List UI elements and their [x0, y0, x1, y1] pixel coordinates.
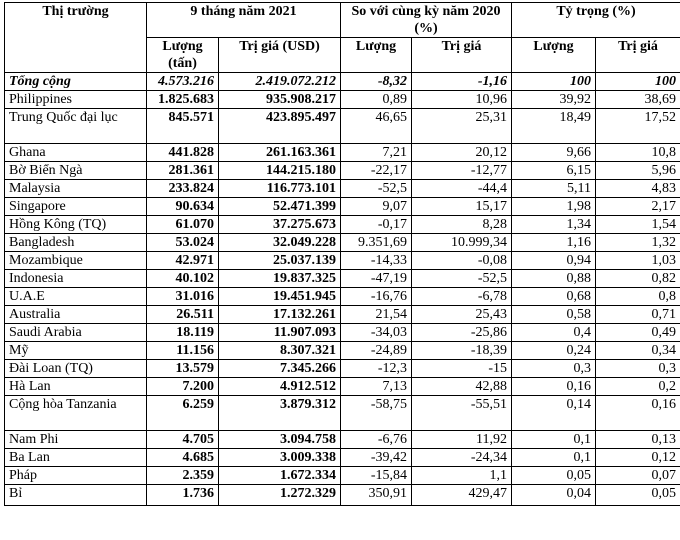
country-name: Cộng hòa Tanzania	[5, 396, 147, 431]
qty-share: 5,11	[512, 180, 596, 198]
value-share: 0,8	[596, 288, 680, 306]
qty-change: -16,76	[341, 288, 412, 306]
value-share: 17,52	[596, 109, 680, 144]
qty-change: 350,91	[341, 485, 412, 506]
qty-change: 46,65	[341, 109, 412, 144]
country-name: Bờ Biển Ngà	[5, 162, 147, 180]
qty-share: 0,68	[512, 288, 596, 306]
qty-share: 39,92	[512, 91, 596, 109]
value-change: -6,78	[412, 288, 512, 306]
value-share: 0,82	[596, 270, 680, 288]
header-market: Thị trường	[5, 3, 147, 73]
value-usd: 116.773.101	[219, 180, 341, 198]
qty-share: 0,16	[512, 378, 596, 396]
value-share: 0,49	[596, 324, 680, 342]
value-usd: 1.272.329	[219, 485, 341, 506]
qty-share: 0,3	[512, 360, 596, 378]
value-usd: 935.908.217	[219, 91, 341, 109]
table-row	[5, 467, 680, 485]
qty-share: 0,1	[512, 431, 596, 449]
total-value: 2.419.072.212	[219, 73, 341, 91]
total-value-share: 100	[596, 73, 680, 91]
table-row	[5, 270, 680, 288]
qty-change: 7,21	[341, 144, 412, 162]
value-share: 2,17	[596, 198, 680, 216]
qty-tons: 11.156	[147, 342, 219, 360]
qty-share: 0,05	[512, 467, 596, 485]
table-row	[5, 162, 680, 180]
header-qty-tons: Lượng (tấn)	[147, 38, 219, 73]
country-name: Nam Phi	[5, 431, 147, 449]
value-usd: 11.907.093	[219, 324, 341, 342]
value-change: 1,1	[412, 467, 512, 485]
total-value-change: -1,16	[412, 73, 512, 91]
qty-tons: 18.119	[147, 324, 219, 342]
qty-change: 7,13	[341, 378, 412, 396]
value-share: 4,83	[596, 180, 680, 198]
table-row	[5, 342, 680, 360]
value-change: 8,28	[412, 216, 512, 234]
value-usd: 261.163.361	[219, 144, 341, 162]
value-change: 11,92	[412, 431, 512, 449]
qty-share: 18,49	[512, 109, 596, 144]
qty-tons: 4.685	[147, 449, 219, 467]
qty-tons: 31.016	[147, 288, 219, 306]
value-share: 10,8	[596, 144, 680, 162]
value-share: 0,2	[596, 378, 680, 396]
value-change: -44,4	[412, 180, 512, 198]
qty-change: -6,76	[341, 431, 412, 449]
value-usd: 32.049.228	[219, 234, 341, 252]
table-row	[5, 449, 680, 467]
country-name: Hồng Kông (TQ)	[5, 216, 147, 234]
table-row	[5, 91, 680, 109]
value-share: 0,07	[596, 467, 680, 485]
qty-tons: 1.736	[147, 485, 219, 506]
qty-share: 0,24	[512, 342, 596, 360]
value-change: 20,12	[412, 144, 512, 162]
total-row	[5, 73, 680, 91]
market-export-table	[4, 2, 680, 506]
country-name: Philippines	[5, 91, 147, 109]
header-qty-change: Lượng	[341, 38, 412, 73]
qty-tons: 6.259	[147, 396, 219, 431]
value-change: -55,51	[412, 396, 512, 431]
qty-share: 0,14	[512, 396, 596, 431]
qty-share: 0,04	[512, 485, 596, 506]
table-row	[5, 216, 680, 234]
qty-share: 1,16	[512, 234, 596, 252]
country-name: Mỹ	[5, 342, 147, 360]
qty-tons: 1.825.683	[147, 91, 219, 109]
header-value-share: Trị giá	[596, 38, 680, 73]
table-row	[5, 288, 680, 306]
value-share: 38,69	[596, 91, 680, 109]
qty-tons: 26.511	[147, 306, 219, 324]
table-row	[5, 378, 680, 396]
qty-tons: 40.102	[147, 270, 219, 288]
table-row	[5, 431, 680, 449]
value-change: -15	[412, 360, 512, 378]
qty-share: 0,58	[512, 306, 596, 324]
value-change: -12,77	[412, 162, 512, 180]
total-qty-share: 100	[512, 73, 596, 91]
country-name: Mozambique	[5, 252, 147, 270]
country-name: Indonesia	[5, 270, 147, 288]
country-name: Malaysia	[5, 180, 147, 198]
value-usd: 8.307.321	[219, 342, 341, 360]
value-share: 0,16	[596, 396, 680, 431]
qty-change: 0,89	[341, 91, 412, 109]
country-name: Bỉ	[5, 485, 147, 506]
table-row	[5, 324, 680, 342]
qty-tons: 61.070	[147, 216, 219, 234]
header-compare: So với cùng kỳ năm 2020 (%)	[341, 3, 512, 38]
qty-tons: 233.824	[147, 180, 219, 198]
table-row	[5, 180, 680, 198]
qty-tons: 7.200	[147, 378, 219, 396]
qty-change: 9,07	[341, 198, 412, 216]
value-share: 0,71	[596, 306, 680, 324]
value-share: 0,12	[596, 449, 680, 467]
value-usd: 19.451.945	[219, 288, 341, 306]
value-usd: 423.895.497	[219, 109, 341, 144]
table-row	[5, 234, 680, 252]
qty-share: 0,94	[512, 252, 596, 270]
qty-change: -52,5	[341, 180, 412, 198]
qty-change: -47,19	[341, 270, 412, 288]
value-change: 429,47	[412, 485, 512, 506]
value-change: 10,96	[412, 91, 512, 109]
value-change: 10.999,34	[412, 234, 512, 252]
country-name: Bangladesh	[5, 234, 147, 252]
country-name: U.A.E	[5, 288, 147, 306]
value-change: 25,43	[412, 306, 512, 324]
value-share: 1,03	[596, 252, 680, 270]
value-usd: 25.037.139	[219, 252, 341, 270]
table-row	[5, 198, 680, 216]
qty-change: -58,75	[341, 396, 412, 431]
qty-tons: 4.705	[147, 431, 219, 449]
country-name: Saudi Arabia	[5, 324, 147, 342]
qty-change: -14,33	[341, 252, 412, 270]
value-change: -25,86	[412, 324, 512, 342]
value-usd: 4.912.512	[219, 378, 341, 396]
table-row	[5, 485, 680, 506]
value-change: 25,31	[412, 109, 512, 144]
value-change: -18,39	[412, 342, 512, 360]
total-qty: 4.573.216	[147, 73, 219, 91]
value-share: 1,32	[596, 234, 680, 252]
qty-change: 9.351,69	[341, 234, 412, 252]
country-name: Australia	[5, 306, 147, 324]
value-share: 0,05	[596, 485, 680, 506]
qty-tons: 845.571	[147, 109, 219, 144]
qty-change: -12,3	[341, 360, 412, 378]
country-name: Ghana	[5, 144, 147, 162]
value-change: -0,08	[412, 252, 512, 270]
qty-tons: 441.828	[147, 144, 219, 162]
header-period: 9 tháng năm 2021	[147, 3, 341, 38]
table-row	[5, 396, 680, 431]
value-share: 0,13	[596, 431, 680, 449]
value-usd: 3.009.338	[219, 449, 341, 467]
country-name: Ba Lan	[5, 449, 147, 467]
country-name: Đài Loan (TQ)	[5, 360, 147, 378]
value-usd: 144.215.180	[219, 162, 341, 180]
header-share: Tỷ trọng (%)	[512, 3, 680, 38]
value-change: 42,88	[412, 378, 512, 396]
qty-tons: 53.024	[147, 234, 219, 252]
qty-share: 9,66	[512, 144, 596, 162]
header-qty-share: Lượng	[512, 38, 596, 73]
country-name: Hà Lan	[5, 378, 147, 396]
country-name: Trung Quốc đại lục	[5, 109, 147, 144]
qty-change: 21,54	[341, 306, 412, 324]
qty-share: 1,34	[512, 216, 596, 234]
value-share: 1,54	[596, 216, 680, 234]
qty-change: -15,84	[341, 467, 412, 485]
qty-change: -39,42	[341, 449, 412, 467]
qty-share: 0,4	[512, 324, 596, 342]
value-usd: 17.132.261	[219, 306, 341, 324]
qty-share: 0,88	[512, 270, 596, 288]
qty-share: 1,98	[512, 198, 596, 216]
qty-change: -24,89	[341, 342, 412, 360]
value-usd: 7.345.266	[219, 360, 341, 378]
value-usd: 1.672.334	[219, 467, 341, 485]
qty-tons: 2.359	[147, 467, 219, 485]
total-name: Tổng cộng	[5, 73, 147, 91]
value-usd: 3.879.312	[219, 396, 341, 431]
value-usd: 52.471.399	[219, 198, 341, 216]
qty-tons: 90.634	[147, 198, 219, 216]
table-row	[5, 360, 680, 378]
qty-change: -0,17	[341, 216, 412, 234]
qty-share: 0,1	[512, 449, 596, 467]
value-usd: 37.275.673	[219, 216, 341, 234]
table-row	[5, 109, 680, 144]
table-row	[5, 144, 680, 162]
value-share: 0,3	[596, 360, 680, 378]
qty-tons: 42.971	[147, 252, 219, 270]
qty-change: -22,17	[341, 162, 412, 180]
qty-share: 6,15	[512, 162, 596, 180]
value-change: 15,17	[412, 198, 512, 216]
total-qty-change: -8,32	[341, 73, 412, 91]
value-share: 0,34	[596, 342, 680, 360]
country-name: Singapore	[5, 198, 147, 216]
header-value-change: Trị giá	[412, 38, 512, 73]
value-change: -52,5	[412, 270, 512, 288]
country-name: Pháp	[5, 467, 147, 485]
value-share: 5,96	[596, 162, 680, 180]
value-usd: 3.094.758	[219, 431, 341, 449]
qty-tons: 281.361	[147, 162, 219, 180]
value-change: -24,34	[412, 449, 512, 467]
header-value-usd: Trị giá (USD)	[219, 38, 341, 73]
table-row	[5, 252, 680, 270]
table-row	[5, 306, 680, 324]
qty-change: -34,03	[341, 324, 412, 342]
qty-tons: 13.579	[147, 360, 219, 378]
value-usd: 19.837.325	[219, 270, 341, 288]
